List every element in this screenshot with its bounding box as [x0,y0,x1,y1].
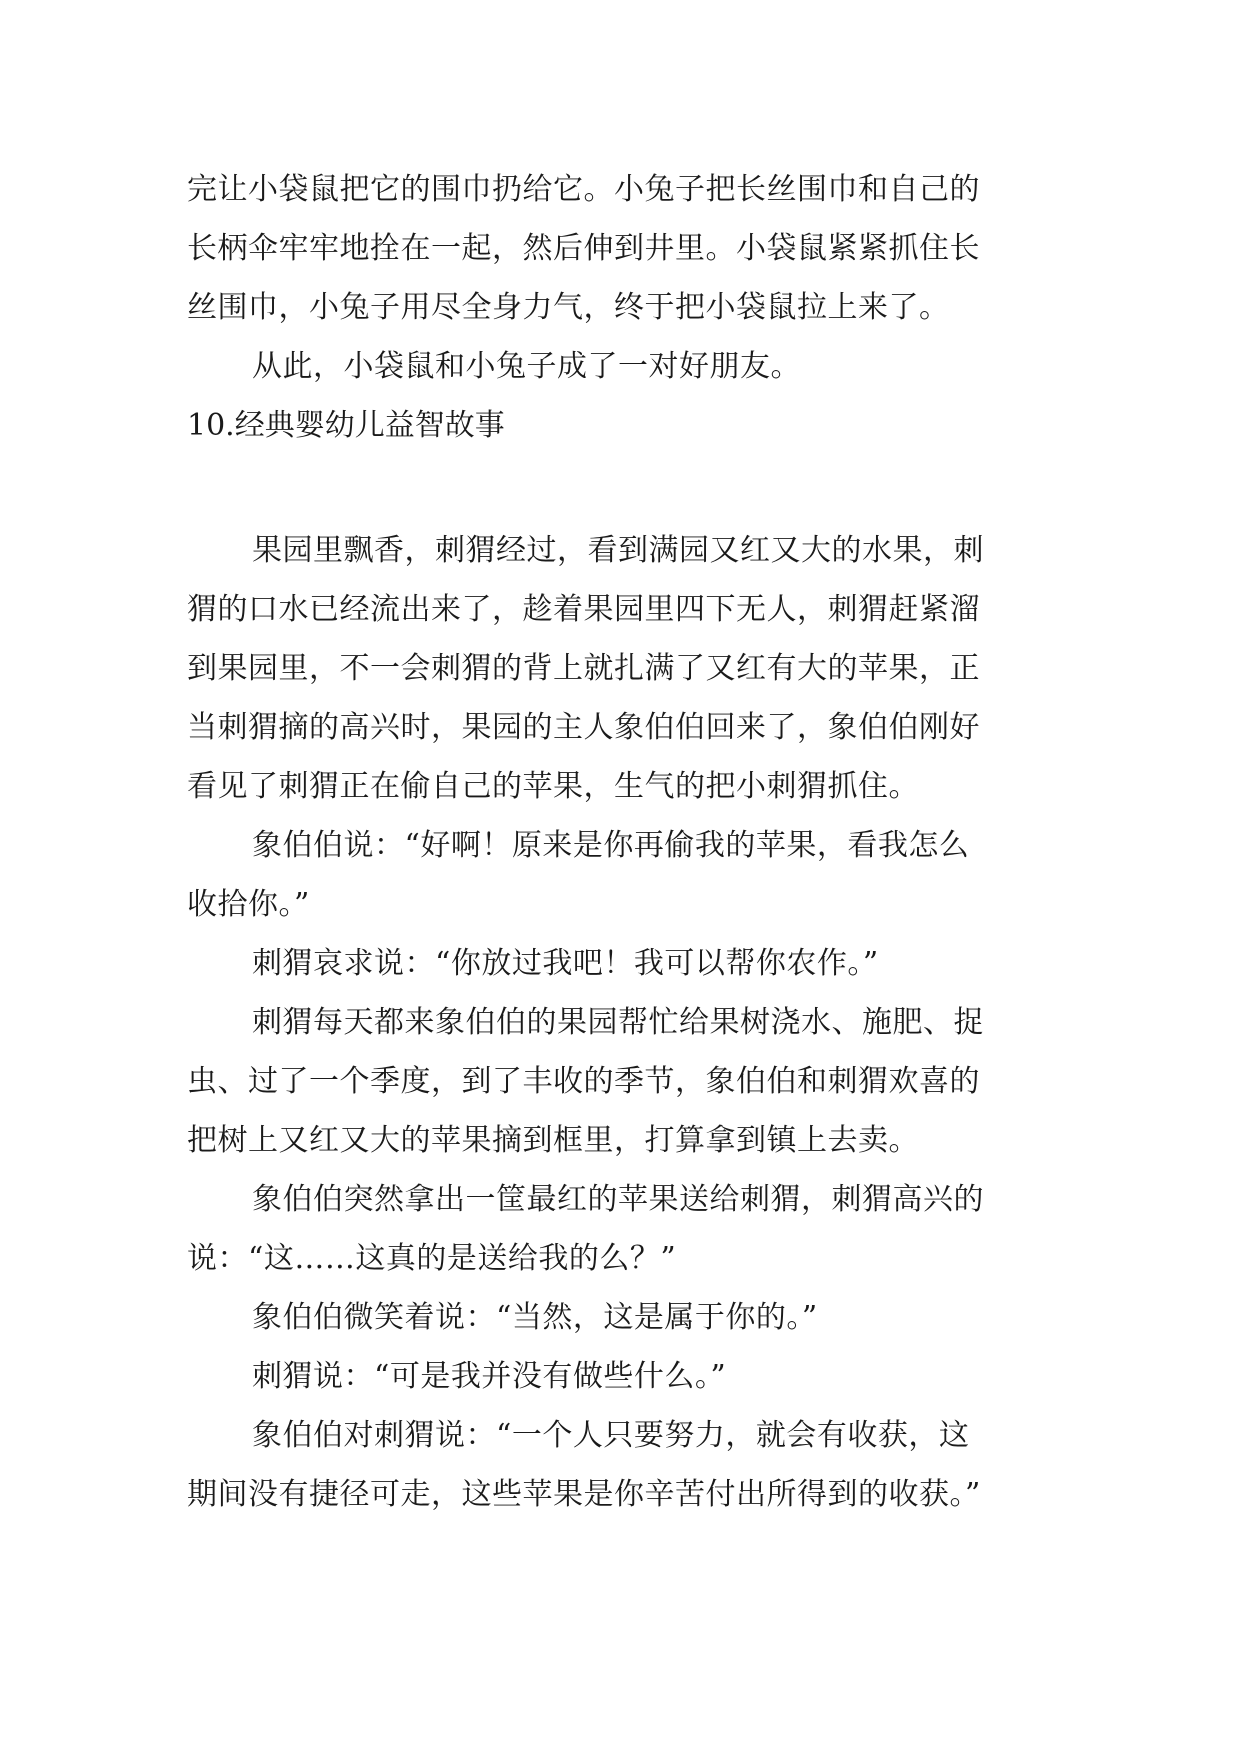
paragraph-start-line: 刺猬每天都来象伯伯的果园帮忙给果树浇水、施肥、捉 [252,1005,984,1040]
text-line: 到果园里，不一会刺猬的背上就扎满了又红有大的苹果，正 [187,651,980,686]
paragraph-start-line: 刺猬说：“可是我并没有做些什么。” [252,1359,727,1394]
text-line: 看见了刺猬正在偷自己的苹果，生气的把小刺猬抓住。 [187,769,919,804]
text-line: 长柄伞牢牢地拴在一起，然后伸到井里。小袋鼠紧紧抓住长 [187,231,980,266]
paragraph-start-line: 果园里飘香，刺猬经过，看到满园又红又大的水果，刺 [252,533,984,568]
text-line: 说：“这……这真的是送给我的么？” [187,1241,677,1276]
document-body [187,160,1057,1524]
text-line: 当刺猬摘的高兴时，果园的主人象伯伯回来了，象伯伯刚好 [187,710,980,745]
text-line: 把树上又红又大的苹果摘到框里，打算拿到镇上去卖。 [187,1123,919,1158]
text-line: 完让小袋鼠把它的围巾扔给它。小兔子把长丝围巾和自己的 [187,172,980,207]
paragraph-start-line: 从此，小袋鼠和小兔子成了一对好朋友。 [252,349,801,384]
paragraph-start-line: 刺猬哀求说：“你放过我吧！我可以帮你农作。” [252,946,879,981]
section-gap [187,455,1057,521]
paragraph-start-line: 象伯伯对刺猬说：“一个人只要努力，就会有收获，这 [252,1418,970,1453]
text-line: 丝围巾，小兔子用尽全身力气，终于把小袋鼠拉上来了。 [187,290,950,325]
paragraph-start-line: 象伯伯说：“好啊！原来是你再偷我的苹果，看我怎么 [252,828,970,863]
section-heading: 10.经典婴幼儿益智故事 [187,408,505,443]
paragraph-start-line: 象伯伯微笑着说：“当然，这是属于你的。” [252,1300,818,1335]
text-line: 猬的口水已经流出来了，趁着果园里四下无人，刺猬赶紧溜 [187,592,980,627]
text-line: 收拾你。” [187,887,310,922]
paragraph-start-line: 象伯伯突然拿出一筐最红的苹果送给刺猬，刺猬高兴的 [252,1182,984,1217]
text-line: 期间没有捷径可走，这些苹果是你辛苦付出所得到的收获。” [187,1477,981,1512]
text-line: 虫、过了一个季度，到了丰收的季节，象伯伯和刺猬欢喜的 [187,1064,980,1099]
